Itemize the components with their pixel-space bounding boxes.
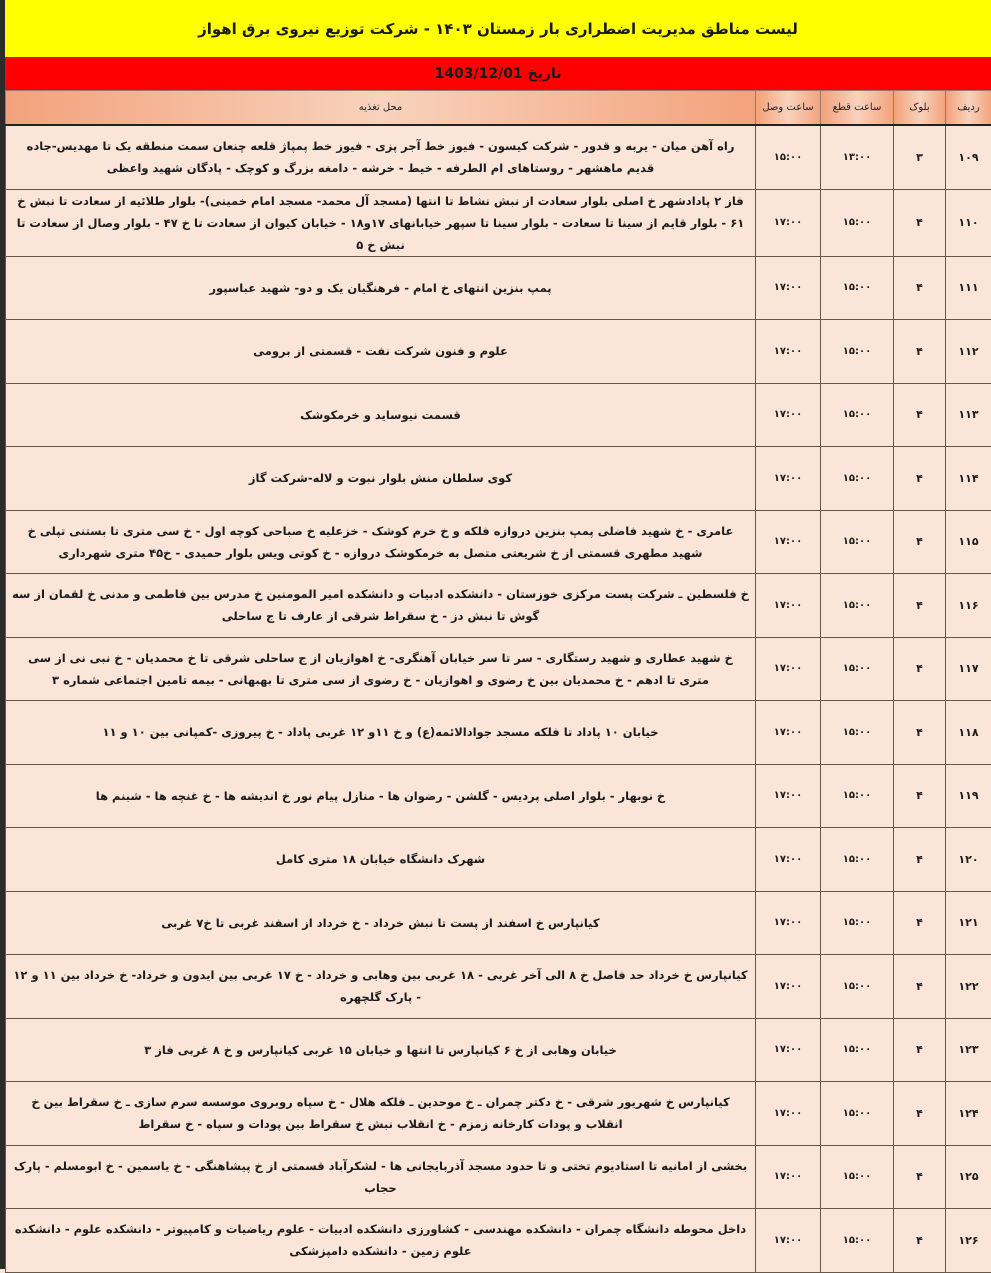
date-banner <box>5 57 991 90</box>
block-cell: ۴ <box>894 1145 946 1209</box>
table-row <box>6 828 991 892</box>
row-number-cell: ۱۲۳ <box>946 1018 991 1082</box>
connect-time-cell: ۱۷:۰۰ <box>756 510 821 574</box>
row-number-cell: ۱۱۲ <box>946 320 991 384</box>
block-cell: ۴ <box>894 1018 946 1082</box>
header-location: محل تغذیه <box>6 91 756 126</box>
location-cell: قسمت نیوساید و خرمکوشک <box>6 383 756 447</box>
location-cell: شهرک دانشگاه خیابان ۱۸ متری کامل <box>6 828 756 892</box>
block-cell: ۴ <box>894 637 946 701</box>
connect-time-cell: ۱۷:۰۰ <box>756 891 821 955</box>
location-cell: کیانپارس خ شهریور شرقی - خ دکتر چمران ـ خ موحدین ـ فلکه هلال - خ سپاه روبروی موسسه سرم سازی ـ خ سقراط بین خ انقلاب و پودات کارخانه زمزم - خ انقلاب نبش خ سقراط بین پودات و سپاه - خ سقراط <box>6 1082 756 1146</box>
connect-time-cell: ۱۷:۰۰ <box>756 828 821 892</box>
row-number-cell: ۱۱۷ <box>946 637 991 701</box>
table-row <box>6 447 991 511</box>
connect-time-cell: ۱۷:۰۰ <box>756 955 821 1019</box>
location-cell: فاز ۲ پادادشهر خ اصلی بلوار سعادت از نبش نشاط تا انتها (مسجد آل محمد- مسجد امام خمینی)- بلوار طلائیه از سعادت تا نبش خ ۶۱ - بلوار قایم از سینا تا سعادت - بلوار سینا تا سپهر خیابانهای ۱۷و۱۸ - خیابان کیوان از سعادت تا خ ۴۷ - بلوار وصال از سعادت تا نبش خ ۵ <box>6 189 756 256</box>
table-row <box>6 320 991 384</box>
table-header-row <box>6 91 991 126</box>
row-number-cell: ۱۰۹ <box>946 125 991 189</box>
table-body <box>6 125 991 1272</box>
cut-time-cell: ۱۵:۰۰ <box>821 1209 894 1273</box>
table-row <box>6 574 991 638</box>
cut-time-cell: ۱۵:۰۰ <box>821 828 894 892</box>
cut-time-cell: ۱۵:۰۰ <box>821 701 894 765</box>
cut-time-cell: ۱۵:۰۰ <box>821 574 894 638</box>
table-row <box>6 1209 991 1273</box>
header-cut-time: ساعت قطع <box>821 91 894 126</box>
connect-time-cell: ۱۷:۰۰ <box>756 764 821 828</box>
block-cell: ۴ <box>894 891 946 955</box>
row-number-cell: ۱۲۶ <box>946 1209 991 1273</box>
connect-time-cell: ۱۷:۰۰ <box>756 637 821 701</box>
table-row <box>6 256 991 320</box>
document-date: تاریخ 1403/12/01 <box>435 66 562 82</box>
row-number-cell: ۱۲۰ <box>946 828 991 892</box>
table-row <box>6 701 991 765</box>
document-title: لیست مناطق مدیریت اضطراری بار زمستان ۱۴۰۳ - شرکت توزیع نیروی برق اهواز <box>198 20 798 38</box>
table-row <box>6 1145 991 1209</box>
cut-time-cell: ۱۵:۰۰ <box>821 1082 894 1146</box>
table-row <box>6 891 991 955</box>
connect-time-cell: ۱۷:۰۰ <box>756 574 821 638</box>
cut-time-cell: ۱۵:۰۰ <box>821 637 894 701</box>
cut-time-cell: ۱۵:۰۰ <box>821 764 894 828</box>
header-connect-time: ساعت وصل <box>756 91 821 126</box>
row-number-cell: ۱۱۸ <box>946 701 991 765</box>
location-cell: خیابان ۱۰ پاداد تا فلکه مسجد جوادالائمه(ع) و خ ۱۱و ۱۲ غربی پاداد - خ پیروزی -کمپانی بین ۱۰ و ۱۱ <box>6 701 756 765</box>
connect-time-cell: ۱۷:۰۰ <box>756 1018 821 1082</box>
block-cell: ۴ <box>894 189 946 256</box>
row-number-cell: ۱۲۲ <box>946 955 991 1019</box>
block-cell: ۴ <box>894 383 946 447</box>
connect-time-cell: ۱۷:۰۰ <box>756 1209 821 1273</box>
cut-time-cell: ۱۵:۰۰ <box>821 510 894 574</box>
block-cell: ۴ <box>894 510 946 574</box>
cut-time-cell: ۱۵:۰۰ <box>821 383 894 447</box>
location-cell: خ فلسطین ـ شرکت پست مرکزی خوزستان - دانشکده ادبیات و دانشکده امیر المومنین خ مدرس بین فاطمی و مدنی خ لقمان از سه گوش تا نبش دز - خ سقراط شرقی از عارف تا ج ساحلی <box>6 574 756 638</box>
location-cell: خ نوبهار - بلوار اصلی پردیس - گلشن - رضوان ها - منازل پیام نور خ اندیشه ها - خ غنچه ها - شبنم ها <box>6 764 756 828</box>
cut-time-cell: ۱۵:۰۰ <box>821 320 894 384</box>
row-number-cell: ۱۱۶ <box>946 574 991 638</box>
table-row <box>6 1018 991 1082</box>
row-number-cell: ۱۲۴ <box>946 1082 991 1146</box>
connect-time-cell: ۱۷:۰۰ <box>756 1082 821 1146</box>
block-cell: ۴ <box>894 320 946 384</box>
table-row <box>6 189 991 256</box>
cut-time-cell: ۱۵:۰۰ <box>821 891 894 955</box>
connect-time-cell: ۱۷:۰۰ <box>756 1145 821 1209</box>
table-row <box>6 383 991 447</box>
block-cell: ۴ <box>894 828 946 892</box>
cut-time-cell: ۱۵:۰۰ <box>821 256 894 320</box>
location-cell: کیانپارس خ اسفند از پست تا نبش خرداد - خ خرداد از اسفند غربی تا خ۷ غربی <box>6 891 756 955</box>
cut-time-cell: ۱۵:۰۰ <box>821 955 894 1019</box>
table-row <box>6 764 991 828</box>
connect-time-cell: ۱۷:۰۰ <box>756 701 821 765</box>
table-row <box>6 510 991 574</box>
cut-time-cell: ۱۵:۰۰ <box>821 1145 894 1209</box>
block-cell: ۴ <box>894 955 946 1019</box>
table-row <box>6 125 991 189</box>
location-cell: کیانپارس خ خرداد حد فاصل خ ۸ الی آخر غربی - ۱۸ غربی بین وهابی و خرداد - خ ۱۷ غربی بین ایدون و خرداد- خ خرداد بین ۱۱ و ۱۲ - پارک گلچهره <box>6 955 756 1019</box>
location-cell: خیابان وهابی از خ ۶ کیانپارس تا انتها و خیابان ۱۵ غربی کیانپارس و خ ۸ غربی فاز ۳ <box>6 1018 756 1082</box>
location-cell: راه آهن میان - یربه و قدور - شرکت کیسون - فیوز خط آجر پزی - فیوز خط پمپاژ قلعه چنعان سمت منطقه یک تا مهدیس-جاده قدیم ماهشهر - روستاهای ام الطرفه - خیط - خرشه - دامغه بزرگ و کوچک - پادگان شهید واعظی <box>6 125 756 189</box>
cut-time-cell: ۱۳:۰۰ <box>821 125 894 189</box>
block-cell: ۴ <box>894 447 946 511</box>
connect-time-cell: ۱۷:۰۰ <box>756 320 821 384</box>
block-cell: ۴ <box>894 574 946 638</box>
cut-time-cell: ۱۵:۰۰ <box>821 447 894 511</box>
table-row <box>6 1082 991 1146</box>
row-number-cell: ۱۱۱ <box>946 256 991 320</box>
location-cell: داخل محوطه دانشگاه چمران - دانشکده مهندسی - کشاورزی دانشکده ادبیات - علوم ریاضیات و کامپیوتر - دانشکده علوم - دانشکده علوم زمین - دانشکده دامپزشکی <box>6 1209 756 1273</box>
block-cell: ۴ <box>894 701 946 765</box>
header-block: بلوک <box>894 91 946 126</box>
location-cell: عامری - خ شهید فاضلی پمپ بنزین دروازه فلکه و خ خرم کوشک - خزعلیه خ صباحی کوچه اول - خ سی متری تا بستنی تپلی خ شهید مطهری قسمتی از خ شریعتی متصل به خرمکوشک دروازه - خ کوتی ویس بلوار حمیدی - خ۴۵ متری شهرداری <box>6 510 756 574</box>
location-cell: کوی سلطان منش بلوار نبوت و لاله-شرکت گاز <box>6 447 756 511</box>
connect-time-cell: ۱۷:۰۰ <box>756 447 821 511</box>
cut-time-cell: ۱۵:۰۰ <box>821 189 894 256</box>
block-cell: ۴ <box>894 1209 946 1273</box>
row-number-cell: ۱۱۳ <box>946 383 991 447</box>
row-number-cell: ۱۲۵ <box>946 1145 991 1209</box>
row-number-cell: ۱۱۰ <box>946 189 991 256</box>
location-cell: خ شهید عطاری و شهید رستگاری - سر تا سر خیابان آهنگری- خ اهوازیان از ج ساحلی شرقی تا خ محمدیان - خ نبی نی از سی متری تا ادهم - خ محمدیان بین خ رضوی و اهوازیان - خ رضوی از سی متری تا بهبهانی - بیمه تامین اجتماعی شماره ۳ <box>6 637 756 701</box>
connect-time-cell: ۱۷:۰۰ <box>756 189 821 256</box>
title-banner <box>5 0 991 58</box>
location-cell: علوم و فنون شرکت نفت - قسمتی از برومی <box>6 320 756 384</box>
block-cell: ۴ <box>894 764 946 828</box>
block-cell: ۳ <box>894 125 946 189</box>
row-number-cell: ۱۲۱ <box>946 891 991 955</box>
header-row-number: ردیف <box>946 91 991 126</box>
connect-time-cell: ۱۵:۰۰ <box>756 125 821 189</box>
location-cell: پمپ بنزین انتهای خ امام - فرهنگیان یک و دو- شهید عباسپور <box>6 256 756 320</box>
block-cell: ۴ <box>894 256 946 320</box>
outage-schedule-table <box>5 90 991 1273</box>
connect-time-cell: ۱۷:۰۰ <box>756 383 821 447</box>
row-number-cell: ۱۱۵ <box>946 510 991 574</box>
row-number-cell: ۱۱۹ <box>946 764 991 828</box>
table-row <box>6 955 991 1019</box>
block-cell: ۴ <box>894 1082 946 1146</box>
table-row <box>6 637 991 701</box>
cut-time-cell: ۱۵:۰۰ <box>821 1018 894 1082</box>
row-number-cell: ۱۱۴ <box>946 447 991 511</box>
connect-time-cell: ۱۷:۰۰ <box>756 256 821 320</box>
location-cell: بخشی از امانیه تا استادیوم تختی و تا حدود مسجد آذربایجانی ها - لشکرآباد قسمتی از خ پیشاهنگی - خ یاسمین - خ ابومسلم - پارک حجاب <box>6 1145 756 1209</box>
